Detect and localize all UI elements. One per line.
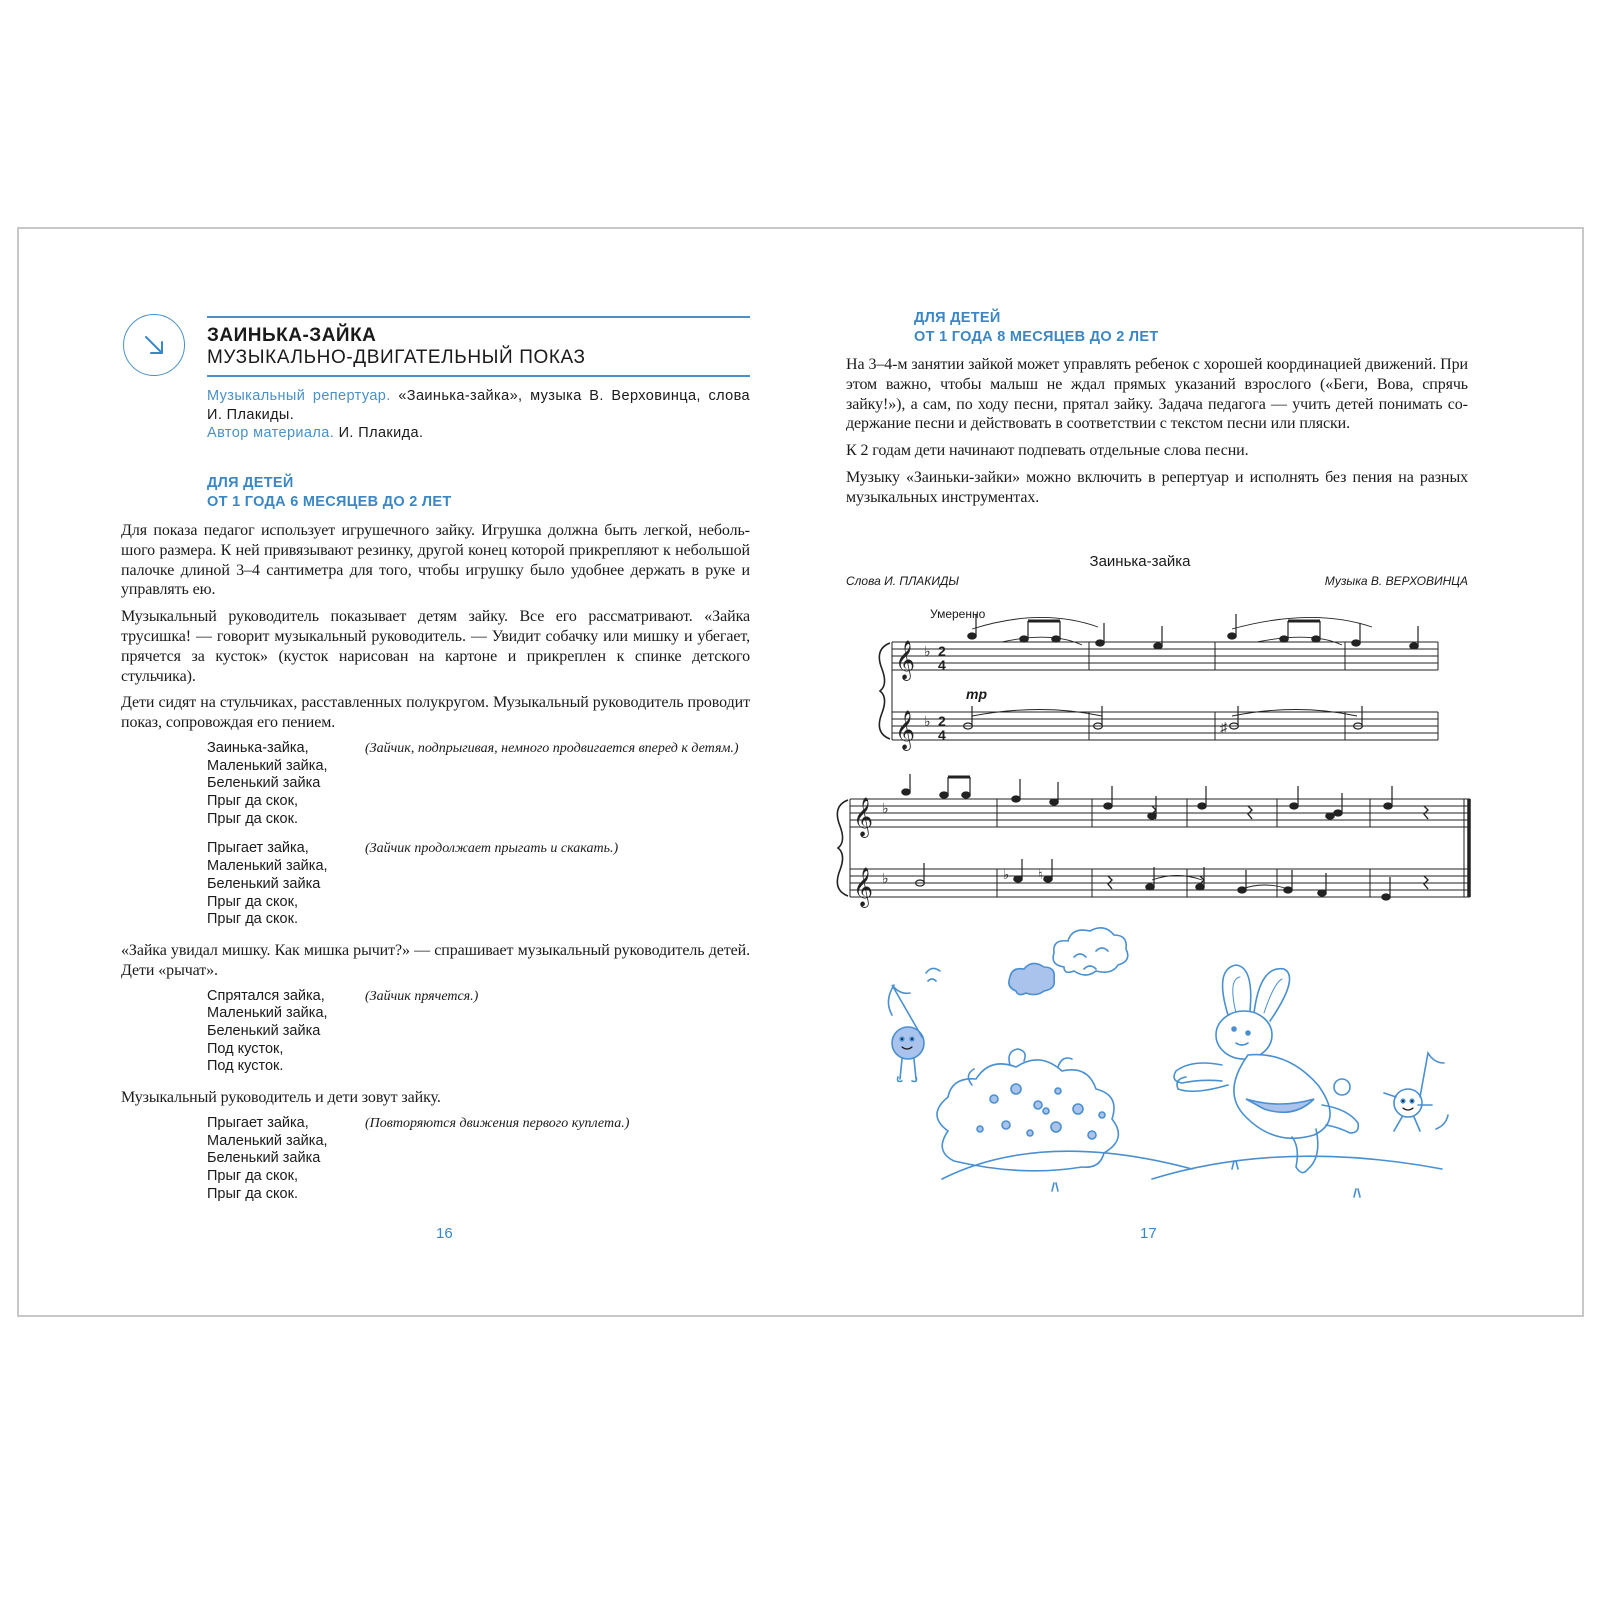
cloud-icon — [1053, 928, 1128, 975]
arrow-badge — [123, 314, 185, 376]
page-number-left: 16 — [436, 1225, 453, 1242]
age-heading-line1: ДЛЯ ДЕТЕЙ — [914, 310, 1001, 326]
bunny-icon — [1174, 965, 1358, 1173]
paragraph: Музыку «Заиньки-зайки» можно включить в репертуар и исполнять без пения на разных музыкальных инструментах. — [846, 468, 1468, 506]
sharp-accidental: ♯ — [1220, 719, 1227, 735]
verse-lines — [207, 740, 365, 829]
page-number-right: 17 — [1140, 1225, 1157, 1242]
natural-accidental: ♮ — [1038, 867, 1043, 882]
flat-key-signature: ♭ — [882, 870, 889, 886]
repertoire-text: «Заинька-зайка», музыка В. Верховинца, слова И. Плакиды. — [207, 388, 751, 423]
treble-clef-icon: 𝄞 — [853, 798, 874, 836]
left-body — [121, 521, 750, 1215]
author-label: Автор материала. — [207, 425, 335, 441]
verse-line: Беленький зайка — [207, 775, 321, 792]
hill — [942, 1151, 1192, 1179]
author-text: И. Плакида. — [338, 425, 424, 441]
time-signature-top: 2 — [938, 713, 946, 729]
paragraph: Музыкальный руководитель и дети зовут зайку. — [121, 1089, 441, 1107]
treble-clef-icon: 𝄞 — [895, 711, 916, 749]
book-spread — [17, 227, 1584, 1317]
tempo-marking: Умеренно — [930, 607, 986, 621]
verse-lines — [207, 840, 365, 929]
music-note-character-icon — [888, 968, 940, 1081]
stage-direction: (Повторяются движения первого куплета.) — [365, 1115, 630, 1131]
repertoire-label: Музыкальный репертуар. — [207, 388, 391, 404]
paragraph: К 2 годам дети начинают подпевать отдельные слова песни. — [846, 442, 1249, 460]
song-verse — [121, 988, 750, 1077]
time-signature-top: 2 — [938, 643, 946, 659]
paragraph: Дети сидят на стульчиках, расставленных полукругом. Музыкальный руководитель проводит показ, сопровождая его пением. — [121, 694, 750, 732]
stage-direction: (Зайчик продолжает прыгать и скакать.) — [365, 841, 619, 857]
verse-line: Маленький зайка, — [207, 1005, 328, 1022]
verse-line: Под кусток, — [207, 1040, 284, 1057]
page-left — [19, 229, 802, 1315]
age-heading-line2: ОТ 1 ГОДА 8 МЕСЯЦЕВ ДО 2 ЛЕТ — [914, 329, 1159, 345]
arrow-down-right-icon — [124, 315, 186, 377]
paragraph: «Зайка увидал мишку. Как мишка рычит?» — спрашивает музыкальный руководитель детей. Дети «рычат». — [121, 942, 750, 979]
time-signature-bottom: 4 — [938, 727, 946, 743]
verse-lines — [207, 1115, 365, 1204]
composer-credit: Музыка В. ВЕРХОВИНЦА — [1324, 574, 1468, 588]
repertoire-line — [207, 387, 750, 424]
song-verse — [121, 840, 750, 929]
verse-line: Маленький зайка, — [207, 1132, 328, 1149]
page-title: ЗАИНЬКА-ЗАЙКА — [207, 325, 377, 346]
paragraph: Музыкальный руководитель показывает детям зайку. Все его рассматривают. «Зайка трусишка! — говорит музыкальный руководитель. — Увидит собачку или мишку и убегает, прячется за кусток» (кусток нарисован на картоне и прикреплен к спинке детского стульчика). — [121, 608, 750, 685]
paragraph: На 3–4-м занятии зайкой может управлять ребенок с хорошей координацией движений. При этом важно, чтобы малыш не ждал прямых указаний взрослого («Беги, Вова, спрячь зайку!»), а сам, по ходу песни, прятал зайку. Задача педагога — учить детей понимать содержание песни и действовать в соответствии с текстом песни или пляски. — [846, 356, 1468, 433]
time-signature-bottom: 4 — [938, 657, 946, 673]
verse-line: Прыгает зайка, — [207, 840, 309, 857]
title-rule-bottom — [207, 375, 750, 377]
score-title: Заинька-зайка — [1089, 553, 1191, 570]
page-subtitle: МУЗЫКАЛЬНО-ДВИГАТЕЛЬНЫЙ ПОКАЗ — [207, 347, 586, 368]
verse-line: Прыг да скок, — [207, 893, 298, 910]
bunny-illustration — [802, 229, 1586, 1319]
song-verse — [121, 1115, 750, 1204]
age-heading-left — [207, 474, 452, 512]
verse-line: Спрятался зайка, — [207, 987, 325, 1004]
section-title-block — [207, 316, 750, 377]
stage-direction: (Зайчик, подпрыгивая, немного продвигается вперед к детям.) — [365, 740, 739, 756]
treble-clef-icon: 𝄞 — [895, 641, 916, 679]
cloud-icon — [1009, 963, 1054, 994]
paragraph: Для показа педагог использует игрушечного зайку. Игрушка должна быть легкой, небольшого размера. К ней привязывают резинку, другой конец которой прикрепляют к небольшой палочке длиной 3–4 сантиметра для того, чтобы игрушку было удобнее держать в руке и управлять ею. — [121, 522, 750, 599]
dynamic-marking: mp — [966, 686, 987, 702]
verse-line: Беленький зайка — [207, 1150, 321, 1167]
music-note-character-icon — [1384, 1053, 1448, 1131]
verse-line: Прыгает зайка, — [207, 1114, 309, 1131]
title-rule-top — [207, 316, 750, 318]
verse-line: Заинька-зайка, — [207, 739, 309, 756]
verse-lines — [207, 988, 365, 1077]
page-right — [802, 229, 1586, 1315]
verse-line: Прыг да скок. — [207, 810, 298, 827]
verse-line: Прыг да скок. — [207, 1185, 298, 1202]
verse-line: Беленький зайка — [207, 875, 321, 892]
age-heading-line2: ОТ 1 ГОДА 6 МЕСЯЦЕВ ДО 2 ЛЕТ — [207, 494, 452, 510]
lyricist-credit: Слова И. ПЛАКИДЫ — [846, 574, 960, 588]
verse-line: Прыг да скок, — [207, 793, 298, 810]
verse-line: Беленький зайка — [207, 1023, 321, 1039]
flat-key-signature: ♭ — [924, 713, 931, 729]
verse-line: Прыг да скок, — [207, 1168, 298, 1185]
verse-line: Прыг да скок. — [207, 911, 298, 928]
verse-line: Маленький зайка, — [207, 757, 328, 774]
flat-key-signature: ♭ — [924, 643, 931, 659]
flat-key-signature: ♭ — [882, 800, 889, 816]
stage-direction: (Зайчик прячется.) — [365, 988, 479, 1004]
flat-accidental: ♭ — [1003, 867, 1010, 882]
verse-line: Маленький зайка, — [207, 858, 328, 875]
verse-line: Под кусток. — [207, 1058, 284, 1075]
meta-info — [207, 387, 750, 443]
author-line — [207, 424, 750, 443]
treble-clef-icon: 𝄞 — [853, 868, 874, 906]
age-heading-line1: ДЛЯ ДЕТЕЙ — [207, 475, 294, 491]
song-verse — [121, 740, 750, 829]
